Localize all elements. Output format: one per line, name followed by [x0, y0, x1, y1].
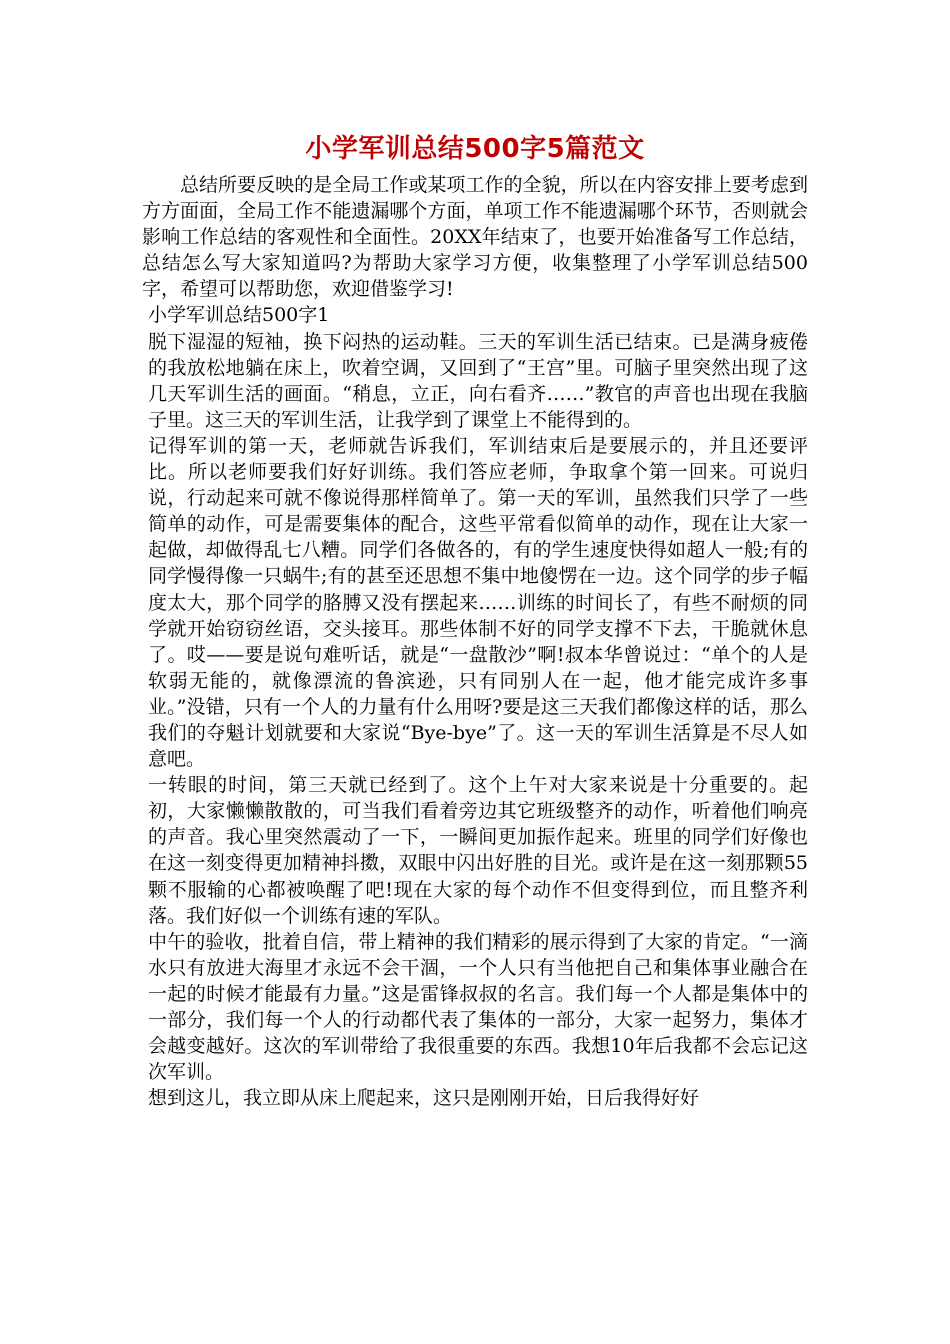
intro-paragraph: 总结所要反映的是全局工作或某项工作的全貌，所以在内容安排上要考虑到方方面面，全局工作不能遗漏哪个方面，单项工作不能遗漏哪个环节，否则就会影响工作总结的客观性和全面性。20XX年结束了，也要开始准备写工作总结，总结怎么写大家知道吗?为帮助大家学习方便，收集整理了小学军训总结500字，希望可以帮助您，欢迎借鉴学习!	[142, 174, 808, 301]
body-paragraph: 一转眼的时间，第三天就已经到了。这个上午对大家来说是十分重要的。起初，大家懒懒散散的，可当我们看着旁边其它班级整齐的动作，听着他们响亮的声音。我心里突然震动了一下，一瞬间更加振作起来。班里的同学们好像也在这一刻变得更加精神抖擞，双眼中闪出好胜的目光。或许是在这一刻那颗55颗不服输的心都被唤醒了吧!现在大家的每个动作不但变得到位，而且整齐利落。我们好似一个训练有速的军队。	[148, 774, 808, 927]
body-paragraph: 想到这儿，我立即从床上爬起来，这只是刚刚开始，日后我得好好	[148, 1087, 700, 1110]
document-body	[142, 172, 808, 1111]
section-heading: 小学军训总结500字1	[148, 304, 330, 327]
body-paragraph: 中午的验收，批着自信，带上精神的我们精彩的展示得到了大家的肯定。“一滴水只有放进大海里才永远不会干涸，一个人只有当他把自己和集体事业融合在一起的时候才能最有力量。”这是雷锋叔叔的名言。我们每一个人都是集体中的一部分，我们每一个人的行动都代表了集体的一部分，大家一起努力，集体才会越变越好。这次的军训带给了我很重要的东西。我想10年后我都不会忘记这次军训。	[148, 930, 808, 1084]
document-title: 小学军训总结500字5篇范文	[305, 134, 645, 164]
body-paragraph: 脱下湿湿的短袖，换下闷热的运动鞋。三天的军训生活已结束。已是满身疲倦的我放松地躺在床上，吹着空调，又回到了“王宫”里。可脑子里突然出现了这几天军训生活的画面。“稍息，立正，向右看齐……”教官的声音也出现在我脑子里。这三天的军训生活，让我学到了课堂上不能得到的。	[148, 330, 808, 431]
body-paragraph: 记得军训的第一天，老师就告诉我们，军训结束后是要展示的，并且还要评比。所以老师要我们好好训练。我们答应老师，争取拿个第一回来。可说归说，行动起来可就不像说得那样简单了。第一天的军训，虽然我们只学了一些简单的动作，可是需要集体的配合，这些平常看似简单的动作，现在让大家一起做，却做得乱七八糟。同学们各做各的，有的学生速度快得如超人一般;有的同学慢得像一只蜗牛;有的甚至还思想不集中地傻愣在一边。这个同学的步子幅度太大，那个同学的胳膊又没有摆起来……训练的时间长了，有些不耐烦的同学就开始窃窃丝语，交头接耳。那些体制不好的同学支撑不下去，干脆就休息了。哎——要是说句难听话，就是“一盘散沙”啊!叔本华曾说过：“单个的人是软弱无能的，就像漂流的鲁滨逊，只有同别人在一起，他才能完成许多事业。”没错，只有一个人的力量有什么用呀?要是这三天我们都像这样的话，那么我们的夺魁计划就要和大家说“Bye-bye”了。这一天的军训生活算是不尽人如意吧。	[148, 434, 808, 771]
